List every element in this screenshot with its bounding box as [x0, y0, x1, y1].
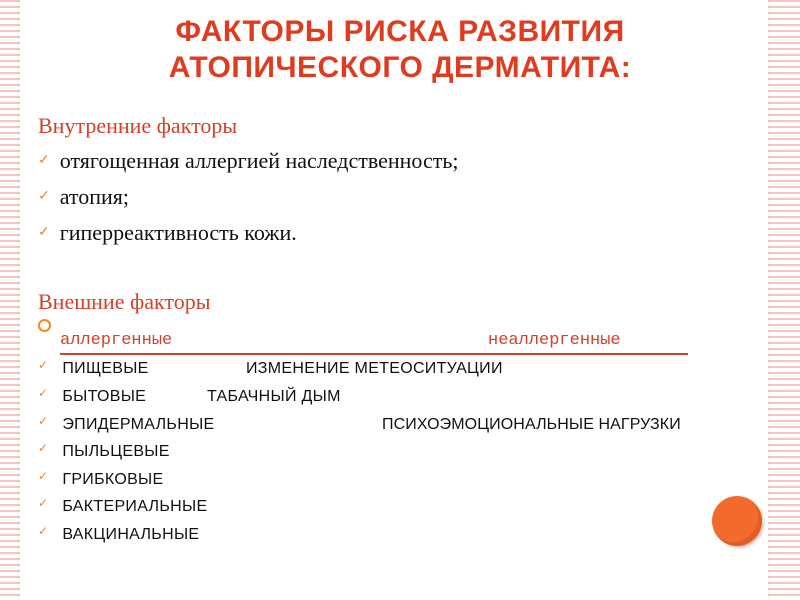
internal-item: ✓ атопия; — [38, 184, 130, 209]
checkmark-icon: ✓ — [38, 441, 49, 455]
title-line-1: ФАКТОРЫ РИСКА РАЗВИТИЯ — [175, 15, 625, 48]
checkmark-icon: ✓ — [38, 469, 49, 483]
slide-title — [40, 14, 760, 86]
checkmark-icon: ✓ — [38, 225, 50, 240]
header-underline — [60, 353, 688, 355]
checkmark-icon: ✓ — [38, 153, 50, 168]
external-heading: Внешние факторы — [38, 289, 211, 314]
checkmark-icon: ✓ — [38, 496, 49, 510]
col-allergenic: аллергенные — [60, 331, 173, 350]
checkmark-icon: ✓ — [38, 386, 49, 400]
internal-item: ✓ гиперреактивность кожи. — [38, 220, 297, 245]
factor-row: ✓ ВАКЦИНАЛЬНЫЕ — [38, 524, 200, 543]
internal-item: ✓ отягощенная аллергией наследственность; — [38, 148, 459, 173]
internal-heading: Внутренние факторы — [38, 113, 238, 138]
factor-row: ✓ БАКТЕРИАЛЬНЫЕ — [38, 496, 208, 515]
orange-circle-decoration — [712, 496, 762, 546]
factor-row: ✓ БЫТОВЫЕ ТАБАЧНЫЙ ДЫМ — [38, 386, 341, 405]
ring-bullet-icon — [38, 319, 51, 332]
col-nonallergenic: неаллергенные — [488, 331, 621, 350]
checkmark-icon: ✓ — [38, 189, 50, 204]
checkmark-icon: ✓ — [38, 358, 49, 372]
left-stripes — [0, 0, 20, 600]
factor-row: ✓ ПЫЛЬЦЕВЫЕ — [38, 441, 170, 460]
title-line-2: АТОПИЧЕСКОГО ДЕРМАТИТА: — [168, 51, 632, 84]
factor-row: ✓ ПИЩЕВЫЕ ИЗМЕНЕНИЕ МЕТЕОСИТУАЦИИ — [38, 358, 503, 377]
factor-row: ✓ ЭПИДЕРМАЛЬНЫЕ ПСИХОЭМОЦИОНАЛЬНЫЕ НАГРУЗКИ — [38, 414, 681, 433]
allergen-columns-header — [60, 331, 621, 350]
right-stripes — [768, 0, 800, 600]
checkmark-icon: ✓ — [38, 414, 49, 428]
checkmark-icon: ✓ — [38, 524, 49, 538]
factor-row: ✓ ГРИБКОВЫЕ — [38, 469, 164, 488]
